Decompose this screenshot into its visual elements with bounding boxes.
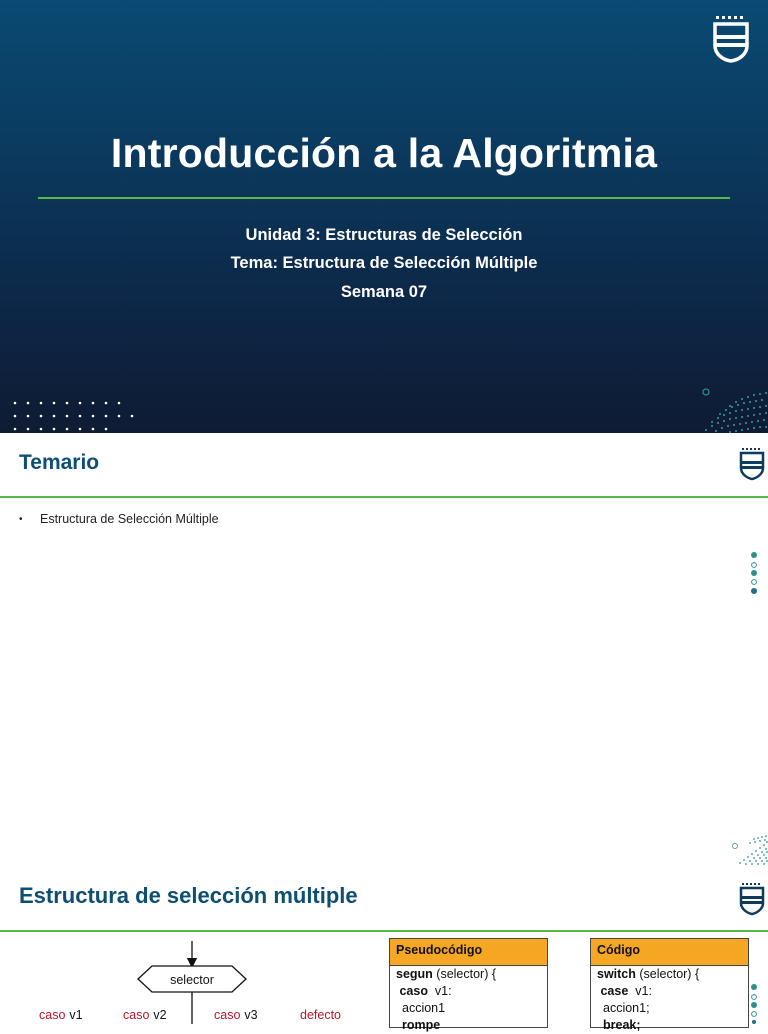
code-line: break; [603,1018,641,1032]
flowchart-diagram [0,933,380,1024]
slide-title: Estructura de selección múltiple [19,883,358,908]
agenda-list [19,512,219,526]
code-line: segun (selector) { [396,967,497,981]
case-value: v1 [69,1008,83,1022]
list-item [19,512,219,526]
pseudocode-header: Pseudocódigo [390,939,547,966]
default-label: defecto [300,1008,342,1022]
code-header: Código [591,939,748,966]
case-keyword: caso [214,1008,241,1022]
week-label: Semana 07 [340,283,428,301]
pseudocode-box [389,938,548,1032]
case-keyword: caso [39,1008,66,1022]
side-progress-dots [749,983,759,1024]
decorative-fan-pattern [728,833,768,865]
case-value: v3 [244,1008,258,1022]
header-divider [0,930,768,932]
title-slide [0,0,768,433]
code-line: caso v1: [399,984,452,998]
course-title: Introducción a la Algoritmia [110,130,658,176]
selector-label: selector [170,973,214,987]
case-keyword: caso [123,1008,150,1022]
bullet-icon: • [19,513,23,525]
svg-text:casov1 [39,1008,83,1022]
unit-label: Unidad 3: Estructuras de Selección [245,226,523,244]
svg-text:casov3 [214,1008,258,1022]
code-line: case v1: [600,984,652,998]
svg-text:casov2 [123,1008,167,1022]
code-line: accion1; [603,1001,650,1015]
case-value: v2 [153,1008,167,1022]
topic-label: Tema: Estructura de Selección Múltiple [230,254,538,272]
decorative-ring-pattern [690,378,768,433]
university-shield-logo [712,16,750,62]
multiple-selection-slide [0,865,768,1032]
agenda-slide [0,433,768,865]
code-line: switch (selector) { [597,967,700,981]
decorative-dot-grid [12,400,142,433]
code-line: rompe [402,1018,441,1032]
agenda-item-label: Estructura de Selección Múltiple [40,512,219,526]
header-divider [0,496,768,498]
title-divider [38,197,730,199]
university-shield-logo [739,883,765,915]
university-shield-logo [739,448,765,480]
side-progress-dots [749,551,759,601]
code-box [590,938,749,1032]
agenda-title: Temario [19,451,100,474]
code-line: accion1 [402,1001,446,1015]
